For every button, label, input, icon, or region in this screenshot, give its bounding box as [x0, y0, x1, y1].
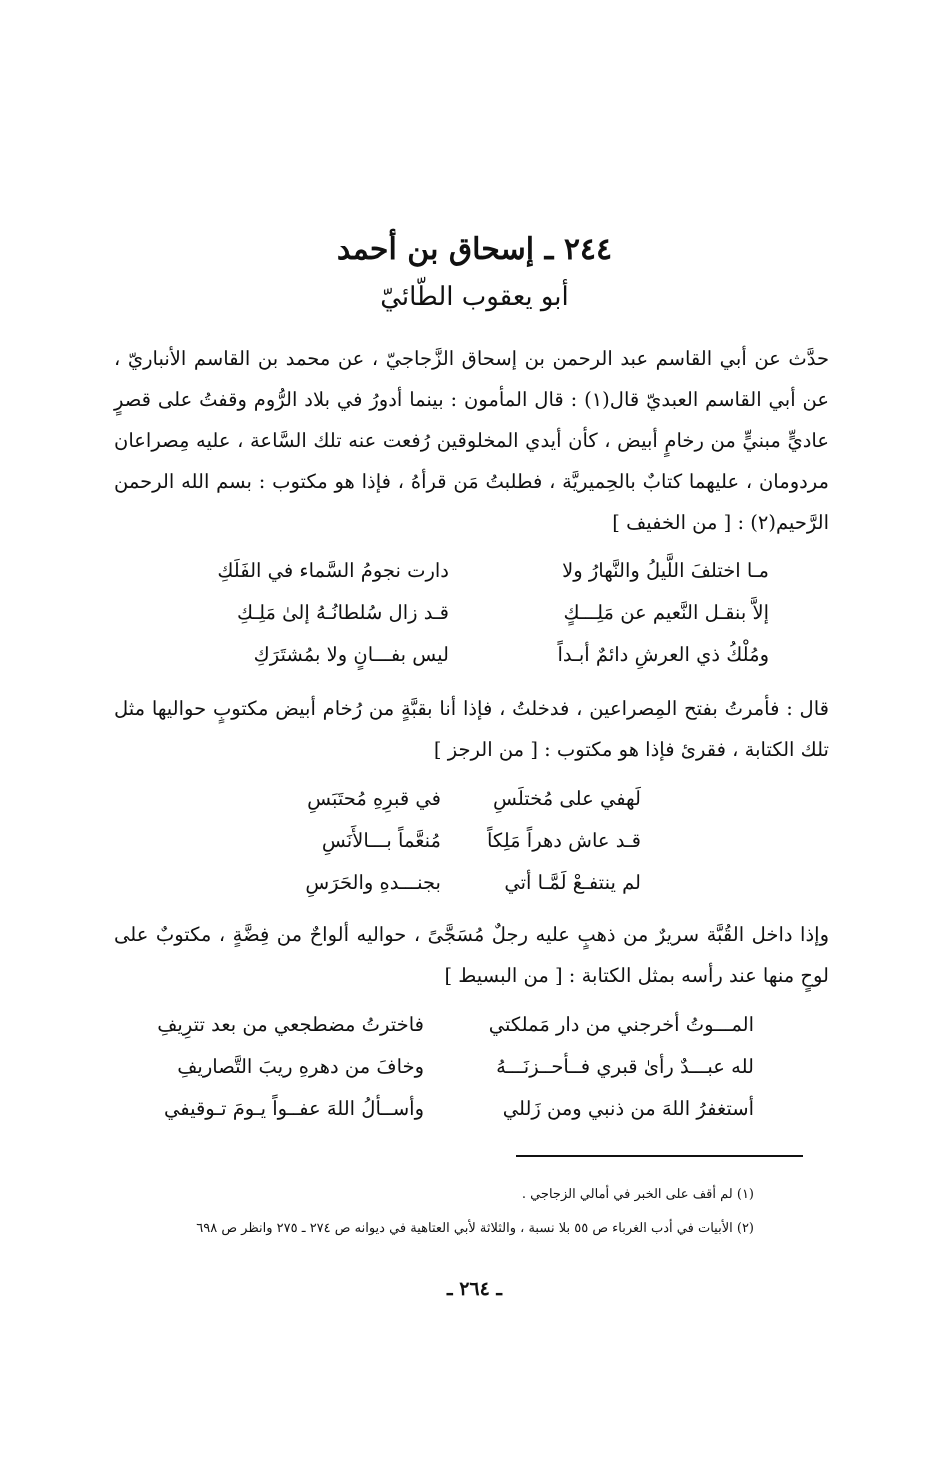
verse-first-hemistich: مـا اختلفَ اللَّيلُ والنَّهارُ ولا — [562, 559, 769, 582]
poem-rajaz — [281, 778, 641, 904]
verse-first-hemistich: لله عبـــدٌ رأىٰ قبري فــأحــزنَـــهُ — [496, 1055, 754, 1078]
poem-khafif — [179, 550, 769, 676]
verse-first-hemistich: لَهفي على مُختلَسِ — [492, 787, 641, 810]
verse-second-hemistich: دارت نجومُ السَّماء في الفَلَكِ — [217, 559, 449, 582]
verse-second-hemistich: فاخترتُ مضطجعي من بعد تترِيفِ — [157, 1013, 424, 1036]
verse-line — [281, 778, 641, 820]
narration-paragraph-1: حدَّث عن أبي القاسم عبد الرحمن بن إسحاق الزَّجاجيّ ، عن محمد بن القاسم الأنباريّ ، عن أبي القاسم العبديّ قال(١) : قال المأمون : بينما أدورُ في بلاد الرُّوم وقفتُ على قصرٍ عاديٍّ مبنيٍّ من رخامٍ أبيض ، كأن أيدي المخلوقين رُفعت عنه تلك السَّاعة ، عليه مِصراعان مردومان ، عليهما كتابٌ بالحِميريَّة ، فطلبتُ مَن قرأهُ ، فإذا هو مكتوب : بسم الله الرحمن الرَّحيم(٢) : [ من الخفيف ] — [114, 347, 829, 534]
verse-line — [154, 1004, 754, 1046]
verse-second-hemistich: ليس بفـــانٍ ولا بمُشتَرَكِ — [253, 643, 449, 666]
narration-paragraph-3: وإذا داخل القُبَّة سريرٌ من ذهبٍ عليه رجلٌ مُسَجَّىً ، حواليه ألواحٌ من فِضَّةٍ ، مكتوبٌ على لوحٍ منها عند رأسه بمثل الكتابة : [ من البسيط ] — [114, 923, 829, 987]
footnote-2: (٢) الأبيات في أدب الغرباء ص ٥٥ بلا نسبة ، والثلاثة لأبي العتاهية في ديوانه ص ٢٧٤ ـ ٢٧٥ وانظر ص ٦٩٨ — [196, 1221, 754, 1236]
footnote-1: (١) لم أقف على الخبر في أمالي الزجاجي . — [521, 1187, 754, 1202]
verse-first-hemistich: ومُلْكُ ذي العرشِ دائمٌ أبـداً — [557, 643, 769, 666]
footnote-separator — [516, 1155, 803, 1157]
verse-second-hemistich: بجنـــدهِ والحَرَسِ — [305, 871, 441, 894]
verse-second-hemistich: وخافَ من دهرهِ ريبَ التَّصاريفِ — [177, 1055, 424, 1078]
verse-first-hemistich: إلاَّ بنقـل النَّعيم عن مَلِـــكٍ — [563, 601, 769, 624]
verse-line — [179, 550, 769, 592]
verse-first-hemistich: قـد عاش دهراً مَلِكاً — [486, 829, 641, 852]
poem-basit — [154, 1004, 754, 1130]
verse-second-hemistich: قـد زال سُلطانُـهُ إلىٰ مَلِـكِ — [236, 601, 449, 624]
verse-second-hemistich: مُنعَّماً بـــالأَنَسِ — [321, 829, 441, 852]
verse-line — [179, 634, 769, 676]
verse-line — [154, 1088, 754, 1130]
narration-paragraph-2: قال : فأمرتُ بفتح المِصراعين ، فدخلتُ ، فإذا أنا بقبَّةٍ من رُخام أبيض مكتوبٍ حواليها مثل تلك الكتابة ، فقرئ فإذا هو مكتوب : [ من الرجز ] — [114, 697, 829, 761]
verse-second-hemistich: وأســألُ اللهَ عفــواً يـومَ تـوقيفي — [163, 1097, 424, 1120]
verse-second-hemistich: في قبرِهِ مُحتَبَسِ — [307, 787, 441, 810]
verse-line — [154, 1046, 754, 1088]
verse-line — [281, 820, 641, 862]
verse-first-hemistich: أستغفرُ اللهَ من ذنبي ومن زَللي — [502, 1097, 754, 1120]
page-number: ـ ٢٦٤ ـ — [447, 1278, 502, 1300]
entry-title: ٢٤٤ ـ إسحاق بن أحمد — [336, 232, 613, 267]
entry-kunya: أبو يعقوب الطّائيّ — [380, 282, 569, 312]
verse-first-hemistich: لم ينتفـعْ لَمَّـا أتي — [504, 871, 641, 894]
verse-line — [281, 862, 641, 904]
verse-line — [179, 592, 769, 634]
verse-first-hemistich: المـــوتُ أخرجني من دار مَملكتي — [488, 1013, 754, 1036]
